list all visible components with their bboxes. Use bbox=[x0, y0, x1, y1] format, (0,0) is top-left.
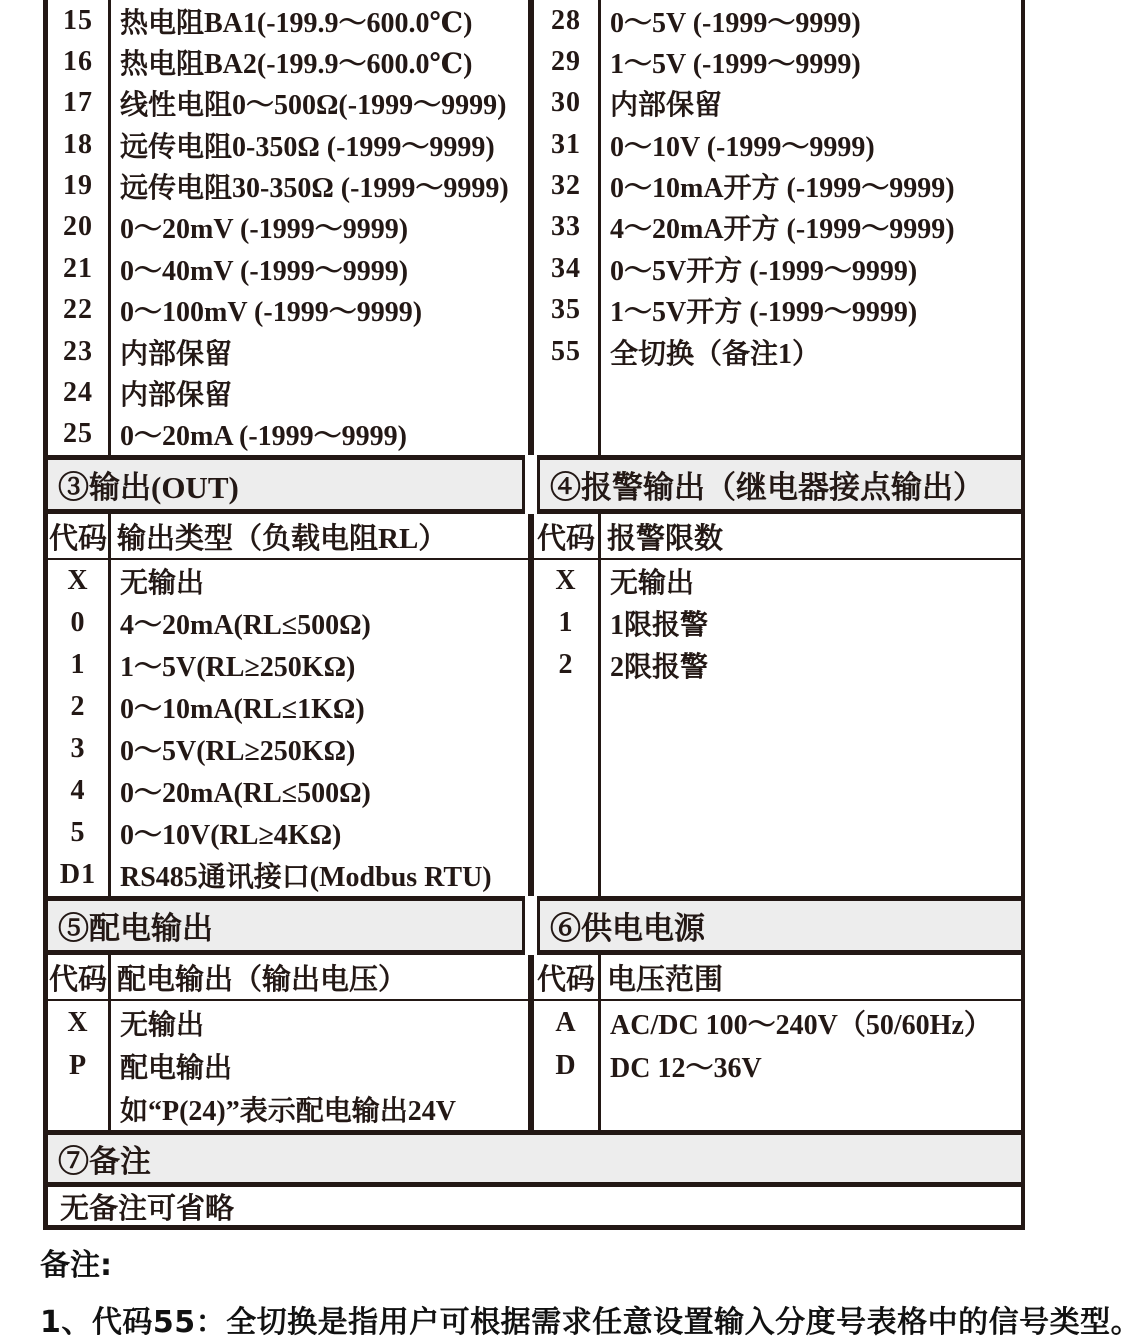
power-dist-cell: 如“P(24)”表示配电输出24V bbox=[120, 1095, 456, 1127]
code-cell: 4 bbox=[70, 775, 86, 806]
signal-type-cell: 全切换（备注1） bbox=[610, 338, 821, 370]
section-title: ⑥供电电源 bbox=[550, 911, 705, 946]
column-header-type: 输出类型（负载电阻RL） bbox=[117, 522, 448, 555]
column-divider-line bbox=[598, 1001, 601, 1130]
table-row bbox=[534, 165, 1021, 206]
code-cell: 19 bbox=[63, 170, 93, 202]
footnotes bbox=[40, 1240, 1141, 1341]
table-row bbox=[48, 331, 528, 372]
signal-type-cell: 热电阻BA2(-199.9～600.0℃) bbox=[120, 49, 473, 81]
signal-type-cell: 远传电阻30-350Ω (-1999～9999) bbox=[120, 173, 509, 205]
table-row bbox=[48, 560, 528, 602]
table-row bbox=[534, 644, 1021, 686]
column-header-code: 代码 bbox=[48, 522, 107, 555]
signal-type-cell: 线性电阻0～500Ω(-1999～9999) bbox=[120, 90, 507, 122]
table-row bbox=[534, 602, 1021, 644]
output-type-cell: 0～10mA(RL≤1KΩ) bbox=[120, 694, 365, 725]
section-power-dist-header bbox=[48, 896, 525, 955]
column-divider-line bbox=[108, 514, 111, 558]
column-divider-line bbox=[598, 560, 601, 896]
column-divider-line bbox=[598, 514, 601, 558]
table-row bbox=[48, 1044, 528, 1087]
signal-type-cell: 4～20mA开方 (-1999～9999) bbox=[610, 214, 955, 246]
power-supply-data-band bbox=[48, 1001, 1021, 1130]
signal-type-cell: 1～5V (-1999～9999) bbox=[610, 49, 861, 81]
code-cell: 23 bbox=[63, 335, 93, 367]
table-row bbox=[48, 41, 528, 82]
column-divider-line bbox=[598, 0, 601, 455]
code-cell: 34 bbox=[551, 252, 581, 284]
subheader-band bbox=[48, 955, 1021, 1001]
code-cell: X bbox=[67, 1006, 89, 1038]
signal-type-cell: 0～20mV (-1999～9999) bbox=[120, 214, 409, 246]
code-cell: 5 bbox=[70, 817, 86, 848]
power-dist-rows bbox=[48, 1001, 528, 1130]
subheader-band bbox=[48, 514, 1021, 560]
code-cell: 28 bbox=[551, 4, 581, 36]
code-cell: 35 bbox=[551, 294, 581, 326]
table-row bbox=[48, 854, 528, 896]
code-cell: A bbox=[555, 1006, 577, 1038]
signal-type-cell: 0～10V (-1999～9999) bbox=[610, 131, 875, 163]
output-type-cell: 4～20mA(RL≤500Ω) bbox=[120, 610, 371, 641]
section-header-band bbox=[48, 896, 1021, 955]
table-row bbox=[534, 124, 1021, 165]
output-type-cell: 无输出 bbox=[120, 568, 205, 599]
column-divider-line bbox=[108, 560, 111, 896]
column-divider-line bbox=[108, 955, 111, 999]
column-header-code: 代码 bbox=[536, 963, 595, 996]
table-row bbox=[48, 165, 528, 206]
input-right-column bbox=[534, 0, 1021, 455]
code-cell: D1 bbox=[59, 859, 97, 890]
column-header-type: 报警限数 bbox=[607, 522, 724, 555]
section-title: ⑦备注 bbox=[58, 1144, 151, 1179]
section-alarm-header bbox=[537, 455, 1021, 514]
output-type-cell: RS485通讯接口(Modbus RTU) bbox=[120, 862, 492, 893]
voltage-range-cell: DC 12～36V bbox=[610, 1052, 762, 1084]
table-row bbox=[534, 0, 1021, 41]
table-row bbox=[48, 124, 528, 165]
table-row bbox=[48, 602, 528, 644]
footnote-item: 1、代码55：全切换是指用户可根据需求任意设置输入分度号表格中的信号类型。 bbox=[40, 1305, 1141, 1340]
table-row bbox=[48, 290, 528, 331]
code-cell: 21 bbox=[63, 252, 93, 284]
code-cell: 25 bbox=[63, 418, 93, 450]
output-type-cell: 0～10V(RL≥4KΩ) bbox=[120, 820, 342, 851]
table-row bbox=[48, 207, 528, 248]
table-row bbox=[534, 83, 1021, 124]
table-row bbox=[48, 728, 528, 770]
supply-subheader bbox=[534, 955, 1021, 1001]
code-cell: 30 bbox=[551, 87, 581, 119]
table-row bbox=[534, 560, 1021, 602]
voltage-range-cell: AC/DC 100～240V（50/60Hz） bbox=[610, 1009, 992, 1041]
signal-type-cell: 远传电阻0-350Ω (-1999～9999) bbox=[120, 131, 495, 163]
table-row bbox=[534, 248, 1021, 289]
code-cell: 22 bbox=[63, 294, 93, 326]
column-header-code: 代码 bbox=[536, 522, 595, 555]
signal-type-cell: 热电阻BA1(-199.9～600.0℃) bbox=[120, 7, 473, 39]
table-row bbox=[48, 812, 528, 854]
column-divider-line bbox=[108, 1001, 111, 1130]
code-cell: 2 bbox=[70, 691, 86, 722]
code-cell: 33 bbox=[551, 211, 581, 243]
code-cell: 2 bbox=[558, 649, 574, 680]
output-type-cell: 0～5V(RL≥250KΩ) bbox=[120, 736, 356, 767]
section-title: ③输出(OUT) bbox=[58, 470, 239, 505]
signal-type-cell: 内部保留 bbox=[610, 90, 723, 122]
code-cell: 20 bbox=[63, 211, 93, 243]
signal-type-cell: 0～100mV (-1999～9999) bbox=[120, 297, 423, 329]
code-cell: 15 bbox=[63, 4, 93, 36]
table-row bbox=[534, 331, 1021, 372]
section-remark-header bbox=[48, 1130, 1021, 1187]
column-header-code: 代码 bbox=[48, 963, 107, 996]
code-cell: 32 bbox=[551, 170, 581, 202]
table-row bbox=[534, 207, 1021, 248]
code-cell: 18 bbox=[63, 128, 93, 160]
section-title: ④报警输出（继电器接点输出） bbox=[550, 470, 984, 505]
column-divider-line bbox=[598, 955, 601, 999]
power-dist-subheader bbox=[48, 955, 528, 1001]
code-cell: 29 bbox=[551, 46, 581, 78]
code-cell: 1 bbox=[558, 607, 574, 638]
input-signal-continued-band bbox=[48, 0, 1021, 455]
code-cell: 16 bbox=[63, 46, 93, 78]
alarm-limit-cell: 无输出 bbox=[610, 568, 695, 599]
table-row bbox=[534, 1044, 1021, 1087]
ordering-code-table bbox=[43, 0, 1025, 1230]
input-left-column bbox=[48, 0, 528, 455]
table-row bbox=[48, 770, 528, 812]
signal-type-cell: 0～40mV (-1999～9999) bbox=[120, 255, 409, 287]
table-row bbox=[48, 0, 528, 41]
signal-type-cell: 0～10mA开方 (-1999～9999) bbox=[610, 173, 955, 205]
supply-rows bbox=[534, 1001, 1021, 1130]
signal-type-cell: 内部保留 bbox=[120, 379, 233, 411]
column-divider-line bbox=[108, 0, 111, 455]
code-cell: X bbox=[67, 565, 89, 596]
code-cell: X bbox=[555, 565, 577, 596]
code-cell: 31 bbox=[551, 128, 581, 160]
alarm-limit-cell: 1限报警 bbox=[610, 610, 709, 641]
alarm-subheader bbox=[534, 514, 1021, 560]
signal-type-cell: 内部保留 bbox=[120, 338, 233, 370]
code-cell: 3 bbox=[70, 733, 86, 764]
section-supply-header bbox=[537, 896, 1021, 955]
code-cell: 55 bbox=[551, 335, 581, 367]
alarm-rows bbox=[534, 560, 1021, 896]
remark-content: 无备注可省略 bbox=[60, 1192, 235, 1225]
table-row bbox=[48, 414, 528, 455]
remark-content-row bbox=[48, 1187, 1021, 1225]
section-title: ⑤配电输出 bbox=[58, 911, 213, 946]
signal-type-cell: 0～20mA (-1999～9999) bbox=[120, 421, 407, 453]
table-row bbox=[48, 372, 528, 413]
output-rows bbox=[48, 560, 528, 896]
table-row bbox=[48, 83, 528, 124]
code-cell: 0 bbox=[70, 607, 86, 638]
output-type-cell: 0～20mA(RL≤500Ω) bbox=[120, 778, 371, 809]
code-cell: 1 bbox=[70, 649, 86, 680]
code-cell: 17 bbox=[63, 87, 93, 119]
column-header-type: 配电输出（输出电压） bbox=[117, 963, 408, 996]
code-cell: D bbox=[555, 1049, 577, 1081]
code-cell: P bbox=[68, 1049, 88, 1081]
table-row bbox=[48, 1087, 528, 1130]
table-row bbox=[48, 1001, 528, 1044]
output-subheader bbox=[48, 514, 528, 560]
power-dist-cell: 配电输出 bbox=[120, 1052, 233, 1084]
signal-type-cell: 0～5V (-1999～9999) bbox=[610, 7, 861, 39]
signal-type-cell: 0～5V开方 (-1999～9999) bbox=[610, 255, 918, 287]
output-type-cell: 1～5V(RL≥250KΩ) bbox=[120, 652, 356, 683]
power-dist-cell: 无输出 bbox=[120, 1009, 205, 1041]
column-header-type: 电压范围 bbox=[607, 963, 724, 996]
output-alarm-data-band bbox=[48, 560, 1021, 896]
header-gap bbox=[525, 896, 537, 955]
table-row bbox=[534, 41, 1021, 82]
section-output-header bbox=[48, 455, 525, 514]
code-cell: 24 bbox=[63, 376, 93, 408]
table-row bbox=[48, 644, 528, 686]
table-row bbox=[534, 290, 1021, 331]
header-gap bbox=[525, 455, 537, 514]
section-header-band bbox=[48, 455, 1021, 514]
alarm-limit-cell: 2限报警 bbox=[610, 652, 709, 683]
footnote-label: 备注: bbox=[40, 1248, 112, 1283]
signal-type-cell: 1～5V开方 (-1999～9999) bbox=[610, 297, 918, 329]
table-row bbox=[48, 686, 528, 728]
table-row bbox=[534, 1001, 1021, 1044]
table-row bbox=[48, 248, 528, 289]
